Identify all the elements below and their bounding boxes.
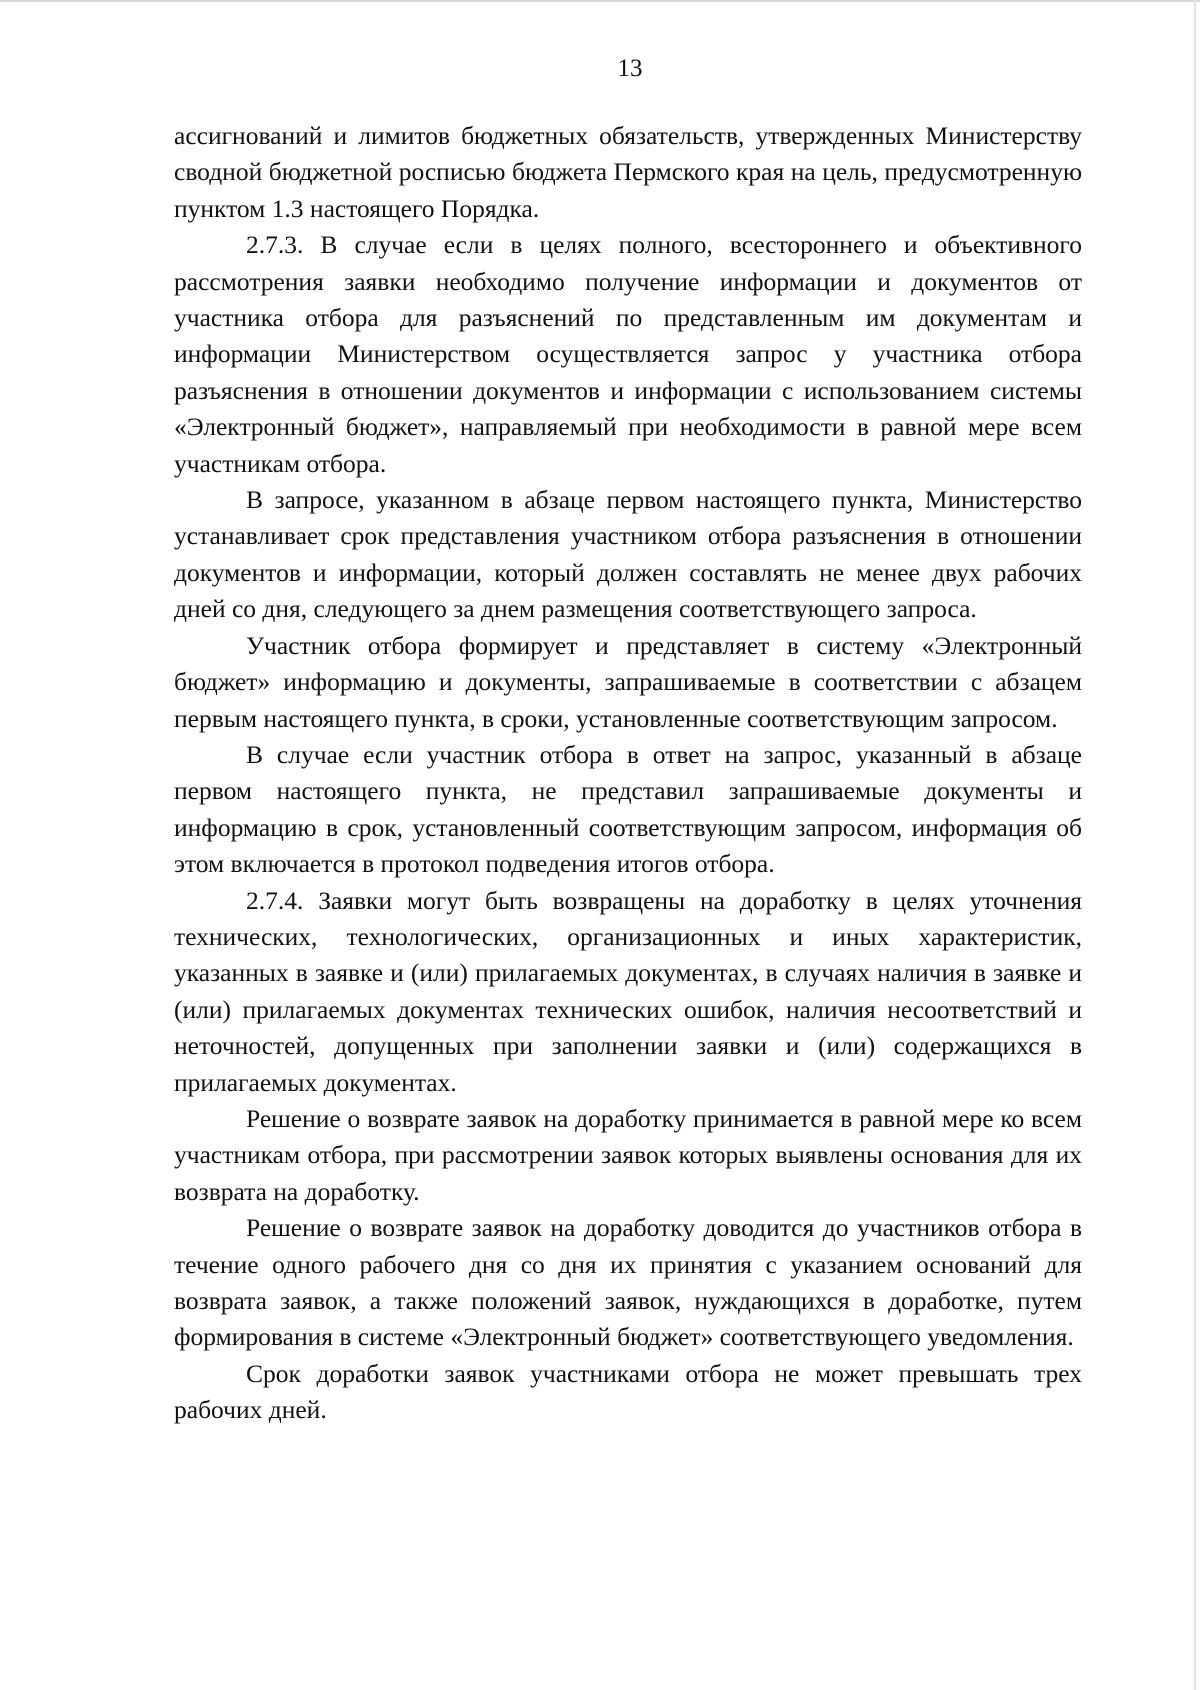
paragraph-return-decision: Решение о возврате заявок на доработку принимается в равной мере ко всем участникам отбора, при рассмотрении заявок которых выявлены основания для их возврата на доработку. (174, 1103, 1082, 1206)
paragraph-continuation: ассигнований и лимитов бюджетных обязательств, утвержденных Министерству сводной бюджетной росписью бюджета Пермского края на цель, предусмотренную пунктом 1.3 настоящего Порядка. (174, 121, 1082, 223)
paragraph-no-response: В случае если участник отбора в ответ на запрос, указанный в абзаце первом настоящего пункта, не представил запрашиваемые документы и информацию в срок, установленный соответствующим запросом, информация об этом включается в протокол подведения итогов отбора. (174, 739, 1082, 879)
paragraph-revision-term: Срок доработки заявок участниками отбора не может превышать трех рабочих дней. (174, 1358, 1082, 1425)
scan-edge-right (1194, 0, 1196, 1690)
page-number: 13 (617, 55, 643, 82)
paragraph-return-notice: Решение о возврате заявок на доработку доводится до участников отбора в течение одного рабочего дня со дня их принятия с указанием оснований для возврата заявок, а также положений заявок, нуждающихся в доработке, путем формирования в системе «Электронный бюджет» соответствующего уведомления. (174, 1213, 1082, 1352)
paragraph-2-7-3: 2.7.3. В случае если в целях полного, всестороннего и объективного рассмотрения заявки необходимо получение информации и документов от участника отбора для разъяснений по представленным им документам и информации Министерством осуществляется запрос у участника отбора разъяснения в отношении документов и информации с использованием системы «Электронный бюджет», направляемый при необходимости в равной мере всем участникам отбора. (174, 230, 1082, 478)
paragraph-2-7-4: 2.7.4. Заявки могут быть возвращены на доработку в целях уточнения технических, технологических, организационных и иных характеристик, указанных в заявке и (или) прилагаемых документах, в случаях наличия в заявке и (или) прилагаемых документах технических ошибок, наличия несоответствий и неточностей, допущенных при заполнении заявки и (или) содержащихся в прилагаемых документах. (174, 885, 1082, 1097)
document-body (174, 118, 1082, 1429)
paragraph-request-deadline: В запросе, указанном в абзаце первом настоящего пункта, Министерство устанавливает срок представления участником отбора разъяснения в отношении документов и информации, который должен составлять не менее двух рабочих дней со дня, следующего за днем размещения соответствующего запроса. (174, 485, 1082, 624)
paragraph-participant-response: Участник отбора формирует и представляет в систему «Электронный бюджет» информацию и документы, запрашиваемые в соответствии с абзацем первым настоящего пункта, в сроки, установленные соответствующим запросом. (174, 630, 1082, 733)
scan-edge-top (0, 0, 1200, 2)
